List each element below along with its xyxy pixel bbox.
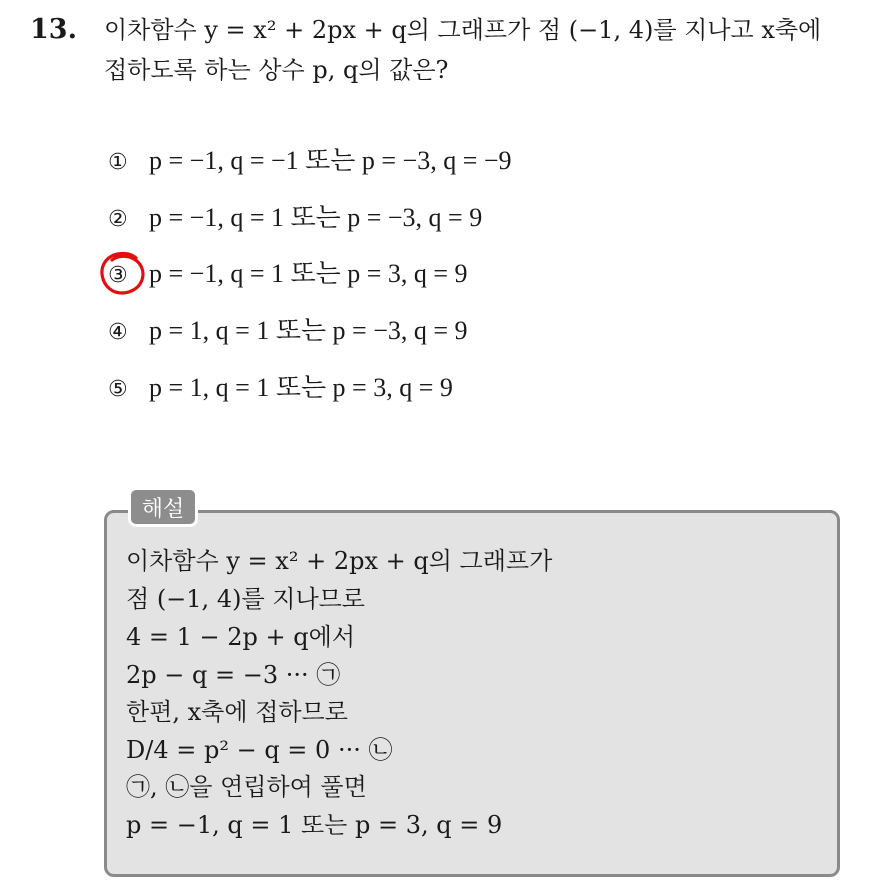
question-text-line1: 이차함수 y = x² + 2px + q의 그래프가 점 (−1, 4)를 지나고 x축에 xyxy=(104,16,822,44)
option-1[interactable] xyxy=(108,144,512,178)
option-3-text: p = −1, q = 1 또는 p = 3, q = 9 xyxy=(149,259,468,288)
option-3-number: ③ xyxy=(108,263,128,288)
option-1-text: p = −1, q = −1 또는 p = −3, q = −9 xyxy=(149,146,512,175)
option-5[interactable] xyxy=(108,371,453,405)
option-4[interactable] xyxy=(108,314,468,348)
solution-line: p = −1, q = 1 또는 p = 3, q = 9 xyxy=(126,811,503,839)
option-2[interactable] xyxy=(108,201,482,235)
solution-badge: 해설 xyxy=(128,487,198,527)
solution-line: ㉠, ㉡을 연립하여 풀면 xyxy=(126,773,367,801)
solution-line: 2p − q = −3 ··· ㉠ xyxy=(126,661,341,689)
question-text-line2: 접하도록 하는 상수 p, q의 값은? xyxy=(104,56,449,84)
option-5-text: p = 1, q = 1 또는 p = 3, q = 9 xyxy=(149,373,453,402)
option-2-text: p = −1, q = 1 또는 p = −3, q = 9 xyxy=(149,203,483,232)
option-1-number: ① xyxy=(108,150,128,175)
solution-line: 4 = 1 − 2p + q에서 xyxy=(126,623,356,651)
option-2-number: ② xyxy=(108,207,128,232)
option-3[interactable] xyxy=(108,257,468,291)
option-4-text: p = 1, q = 1 또는 p = −3, q = 9 xyxy=(149,316,468,345)
solution-line: D/4 = p² − q = 0 ··· ㉡ xyxy=(126,736,393,764)
question-number: 13. xyxy=(30,14,77,45)
solution-line: 점 (−1, 4)를 지나므로 xyxy=(126,585,365,613)
solution-line: 이차함수 y = x² + 2px + q의 그래프가 xyxy=(126,547,553,575)
answer-circle-mark-icon xyxy=(98,250,148,296)
solution-line: 한편, x축에 접하므로 xyxy=(126,698,348,726)
option-4-number: ④ xyxy=(108,320,128,345)
option-5-number: ⑤ xyxy=(108,377,128,402)
